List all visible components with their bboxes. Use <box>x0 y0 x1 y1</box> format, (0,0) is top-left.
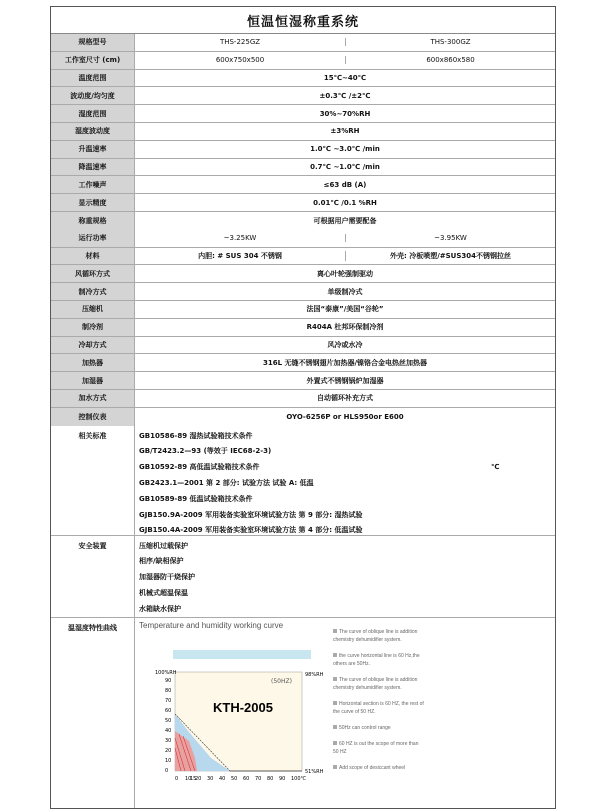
row-label: 风循环方式 <box>51 265 135 282</box>
x-tick: 40 <box>219 775 226 782</box>
row-label: 显示精度 <box>51 194 135 211</box>
spec-row-7 <box>51 194 555 212</box>
standard-item: GB10589-89 低温试验箱技术条件 <box>139 494 253 503</box>
row-value: 单级制冷式 <box>135 283 555 300</box>
safety-item: 相序/缺相保护 <box>139 557 184 566</box>
row-value: ≤63 dB (A) <box>135 176 555 193</box>
row-label: 温湿度特性曲线 <box>51 618 135 808</box>
row-label: 加水方式 <box>51 390 135 407</box>
material-row <box>51 248 555 266</box>
row-value: ±0.3℃ /±2℃ <box>135 87 555 104</box>
spec2-row-1 <box>51 283 555 301</box>
y-top-left: 100%RH <box>155 669 177 676</box>
row-label: 冷却方式 <box>51 337 135 354</box>
row-value: 30%~70%RH <box>135 105 555 122</box>
bullet-icon <box>333 677 337 681</box>
row-value: 可根据用户需要配备 <box>135 212 555 230</box>
row-label: 温度范围 <box>51 70 135 87</box>
row-value: 自动循环补充方式 <box>135 390 555 407</box>
spec2-row-3 <box>51 319 555 337</box>
power-a: ~3.25KW <box>223 234 257 243</box>
row-label: 加湿器 <box>51 372 135 389</box>
standard-item: GB/T2423.2—93 (等效于 IEC68-2-3) <box>139 447 272 456</box>
top-band <box>173 650 311 659</box>
safety-item: 压缩机过载保护 <box>139 541 188 550</box>
power-row <box>51 230 555 248</box>
spec2-row-6 <box>51 372 555 390</box>
row-label: 升温速率 <box>51 141 135 158</box>
curve-panel <box>135 618 555 808</box>
bullet-icon <box>333 725 337 729</box>
x-tick: 15 <box>190 775 197 782</box>
spec-row-1 <box>51 87 555 105</box>
model-b: THS-300GZ <box>345 38 555 46</box>
standards-list <box>135 426 555 535</box>
material-a: 内胆: # SUS 304 不锈钢 <box>198 251 282 260</box>
spec-row-5 <box>51 159 555 177</box>
y-tick: 50 <box>165 717 172 724</box>
row-value: ±3%RH <box>135 123 555 140</box>
curve-note: 50Hz can control range <box>333 724 425 732</box>
row-value: 风冷或水冷 <box>135 337 555 354</box>
x-tick: 70 <box>255 775 262 782</box>
standard-item: GB10586-89 湿热试验箱技术条件 <box>139 431 253 440</box>
spec2-row-7 <box>51 390 555 408</box>
x-tick: 90 <box>279 775 286 782</box>
freq-tag: (50HZ) <box>271 677 292 685</box>
x-tick: 100℃ <box>291 775 307 782</box>
x-tick: 10 <box>185 775 192 782</box>
row-label: 降温速率 <box>51 159 135 176</box>
row-label: 称重规格 <box>51 212 135 230</box>
spec-row-8 <box>51 212 555 230</box>
spec-row-2 <box>51 105 555 123</box>
x-tick: 20 <box>195 775 202 782</box>
unit-mark: ℃ <box>491 463 500 472</box>
curve-note: The curve of oblique line is addition chemistry dehumidifier system. <box>333 628 418 643</box>
y-tick: 80 <box>165 687 172 694</box>
row-value: 法国“泰康”/美国“谷轮” <box>135 301 555 318</box>
size-row <box>51 52 555 70</box>
row-value: 外置式不锈钢锅炉加湿器 <box>135 372 555 389</box>
curve-note: 60 HZ is out the scope of more than 50 HZ <box>333 740 419 755</box>
curve-note: The curve of oblique line is addition chemistry dehumidifier system. <box>333 676 418 691</box>
spec-row-4 <box>51 141 555 159</box>
material-b: 外壳: 冷板喷塑/#SUS304不锈钢拉丝 <box>345 251 555 261</box>
y-tick: 90 <box>165 677 172 684</box>
safety-item: 机械式超温保温 <box>139 588 188 597</box>
y-bottom-right: 51%RH <box>305 768 324 775</box>
x-tick: 80 <box>267 775 274 782</box>
model-a: THS-225GZ <box>219 38 261 47</box>
x-tick: 30 <box>207 775 214 782</box>
spec2-row-2 <box>51 301 555 319</box>
spec2-row-0 <box>51 265 555 283</box>
size-b: 600x860x580 <box>345 56 555 64</box>
row-value: 0.01℃ /0.1 %RH <box>135 194 555 211</box>
row-label: 规格型号 <box>51 34 135 51</box>
spec2-row-5 <box>51 354 555 372</box>
row-value: 316L 无缝不锈钢翅片加热器/镍铬合金电热丝加热器 <box>135 354 555 371</box>
y-tick: 10 <box>165 757 172 764</box>
bullet-icon <box>333 653 337 657</box>
curve-chart <box>135 628 335 808</box>
spec-sheet <box>50 6 556 809</box>
row-label: 制冷方式 <box>51 283 135 300</box>
spec2-row-8 <box>51 408 555 426</box>
safety-list <box>135 536 555 617</box>
spec-row-3 <box>51 123 555 141</box>
standard-item: GB2423.1—2001 第 2 部分: 试验方法 试验 A: 低温 <box>139 478 314 487</box>
standards-row <box>51 426 555 536</box>
y-tick: 20 <box>165 747 172 754</box>
row-label: 安全装置 <box>51 536 135 617</box>
row-value: 1.0℃ ~3.0℃ /min <box>135 141 555 158</box>
bullet-icon <box>333 765 337 769</box>
curve-title: Temperature and humidity working curve <box>139 620 284 630</box>
spec-row-6 <box>51 176 555 194</box>
row-label: 波动度/均匀度 <box>51 87 135 104</box>
x-tick: 0 <box>175 775 179 782</box>
bullet-icon <box>333 701 337 705</box>
row-label: 湿度范围 <box>51 105 135 122</box>
x-tick: 50 <box>231 775 238 782</box>
row-label: 控制仪表 <box>51 408 135 426</box>
y-top-right: 98%RH <box>305 671 324 678</box>
model-row <box>51 34 555 52</box>
row-value: 0.7℃ ~1.0℃ /min <box>135 159 555 176</box>
row-label: 压缩机 <box>51 301 135 318</box>
power-b: ~3.95KW <box>345 234 555 242</box>
row-value: 15℃~40℃ <box>135 70 555 87</box>
standard-item: GB10592-89 高低温试验箱技术条件 ℃ <box>139 460 260 476</box>
row-label: 工作噪声 <box>51 176 135 193</box>
page-title: 恒温恒湿称重系统 <box>51 7 555 34</box>
standard-item: GJB150.4A-2009 军用装备实验室环境试验方法 第 4 部分: 低温试验 <box>139 526 363 535</box>
safety-item: 水箱缺水保护 <box>139 604 181 613</box>
safety-item: 加湿器防干烧保护 <box>139 573 195 582</box>
brand-label: KTH-2005 <box>213 699 273 715</box>
row-label: 运行功率 <box>51 230 135 247</box>
curve-notes <box>333 628 425 780</box>
spec-row-0 <box>51 70 555 88</box>
row-label: 工作室尺寸 (cm) <box>51 52 135 69</box>
y-tick: 40 <box>165 727 172 734</box>
row-label: 湿度波动度 <box>51 123 135 140</box>
curve-note: the curve horizontal line is 60 Hz,the others are 50Hz. <box>333 652 420 667</box>
standard-item: GJB150.9A-2009 军用装备实验室环境试验方法 第 9 部分: 湿热试验 <box>139 510 363 519</box>
y-tick: 70 <box>165 697 172 704</box>
curve-note: Horizontal section is 60 HZ, the rest of the curve of 50 HZ. <box>333 700 424 715</box>
bullet-icon <box>333 741 337 745</box>
curve-row <box>51 618 555 808</box>
row-label: 材料 <box>51 248 135 265</box>
row-value: R404A 杜邦环保制冷剂 <box>135 319 555 336</box>
row-label: 相关标准 <box>51 426 135 535</box>
bullet-icon <box>333 629 337 633</box>
row-label: 制冷剂 <box>51 319 135 336</box>
size-a: 600x750x500 <box>215 56 265 65</box>
row-label: 加热器 <box>51 354 135 371</box>
row-value: OYO-6256P or HLS950or E600 <box>135 408 555 426</box>
curve-note: Add scope of desiccant wheel <box>333 764 425 772</box>
row-value: 离心叶轮强制驱动 <box>135 265 555 282</box>
y-tick: 30 <box>165 737 172 744</box>
spec2-row-4 <box>51 337 555 355</box>
safety-row <box>51 536 555 618</box>
y-tick: 0 <box>165 767 169 774</box>
x-tick: 60 <box>243 775 250 782</box>
y-tick: 60 <box>165 707 172 714</box>
